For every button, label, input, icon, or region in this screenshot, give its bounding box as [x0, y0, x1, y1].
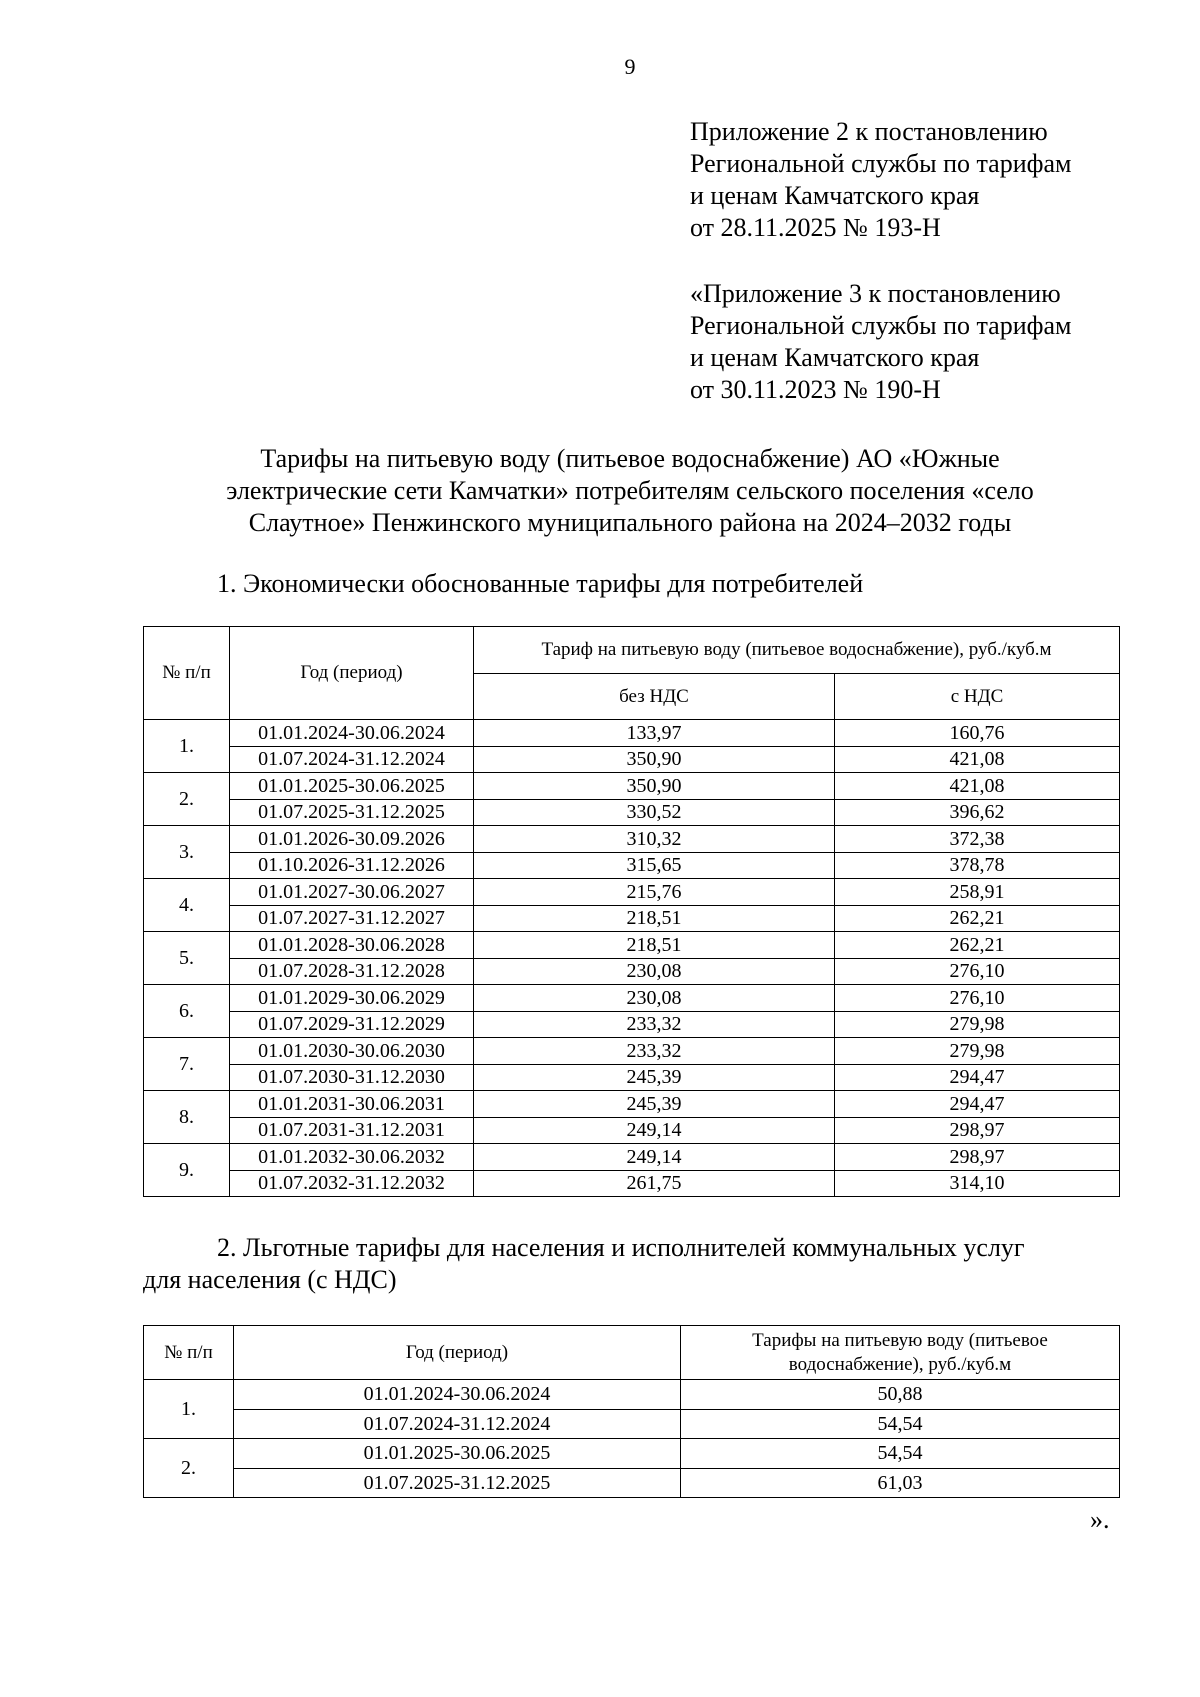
tariff-no-vat-cell: 230,08 — [474, 985, 835, 1012]
table-row — [144, 1091, 1120, 1118]
period-cell: 01.07.2029-31.12.2029 — [230, 1011, 474, 1038]
row-number: 2. — [144, 773, 230, 826]
title-line: Тарифы на питьевую воду (питьевое водоснабжение) АО «Южные — [260, 444, 1000, 473]
header-period: Год (период) — [230, 627, 474, 720]
tariff-no-vat-cell: 215,76 — [474, 879, 835, 906]
table-row — [144, 879, 1120, 906]
row-number: 4. — [144, 879, 230, 932]
tariff-with-vat-cell: 262,21 — [835, 905, 1120, 932]
table-row — [144, 1439, 1120, 1469]
table-row — [144, 932, 1120, 959]
tariff-no-vat-cell: 218,51 — [474, 932, 835, 959]
title-line: Слаутное» Пенжинского муниципального района на 2024–2032 годы — [248, 508, 1012, 537]
period-cell: 01.01.2028-30.06.2028 — [230, 932, 474, 959]
tariff-no-vat-cell: 310,32 — [474, 826, 835, 853]
header-tariff: Тариф на питьевую воду (питьевое водоснабжение), руб./куб.м — [474, 627, 1120, 674]
title-line: электрические сети Камчатки» потребителям сельского поселения «село — [226, 476, 1034, 505]
period-cell: 01.07.2027-31.12.2027 — [230, 905, 474, 932]
table-row — [144, 1380, 1120, 1410]
table-row — [144, 1064, 1120, 1091]
tariff-cell: 54,54 — [681, 1439, 1120, 1469]
document-title — [140, 443, 1120, 539]
tariff-with-vat-cell: 276,10 — [835, 985, 1120, 1012]
tariff-no-vat-cell: 315,65 — [474, 852, 835, 879]
tariff-no-vat-cell: 249,14 — [474, 1144, 835, 1171]
tariff-with-vat-cell: 279,98 — [835, 1011, 1120, 1038]
table-row — [144, 1170, 1120, 1197]
tariff-with-vat-cell: 378,78 — [835, 852, 1120, 879]
row-number: 8. — [144, 1091, 230, 1144]
row-number: 6. — [144, 985, 230, 1038]
tariff-with-vat-cell: 279,98 — [835, 1038, 1120, 1065]
appendix-current-line: Приложение 2 к постановлению — [690, 117, 1048, 146]
appendix-current-line: Региональной службы по тарифам — [690, 149, 1072, 178]
table-row — [144, 1144, 1120, 1171]
header-num: № п/п — [144, 1326, 234, 1380]
tariff-no-vat-cell: 245,39 — [474, 1064, 835, 1091]
row-number: 5. — [144, 932, 230, 985]
table-row — [144, 746, 1120, 773]
table-row — [144, 852, 1120, 879]
table-row — [144, 905, 1120, 932]
tariff-no-vat-cell: 249,14 — [474, 1117, 835, 1144]
tariff-no-vat-cell: 350,90 — [474, 746, 835, 773]
tariff-with-vat-cell: 258,91 — [835, 879, 1120, 906]
tariff-no-vat-cell: 133,97 — [474, 720, 835, 747]
tariff-with-vat-cell: 372,38 — [835, 826, 1120, 853]
table-row — [144, 1117, 1120, 1144]
appendix-previous-line: «Приложение 3 к постановлению — [690, 279, 1061, 308]
period-cell: 01.01.2025-30.06.2025 — [230, 773, 474, 800]
table-row — [144, 1038, 1120, 1065]
tariff-with-vat-cell: 276,10 — [835, 958, 1120, 985]
header-period: Год (период) — [234, 1326, 681, 1380]
appendix-current-line: и ценам Камчатского края — [690, 181, 980, 210]
tariff-no-vat-cell: 245,39 — [474, 1091, 835, 1118]
appendix-previous-line: Региональной службы по тарифам — [690, 311, 1072, 340]
tariff-no-vat-cell: 230,08 — [474, 958, 835, 985]
period-cell: 01.01.2025-30.06.2025 — [234, 1439, 681, 1469]
table-row — [144, 826, 1120, 853]
header-tariff-line: Тарифы на питьевую воду (питьевое — [752, 1329, 1048, 1351]
tariff-no-vat-cell: 233,32 — [474, 1038, 835, 1065]
tariff-with-vat-cell: 421,08 — [835, 746, 1120, 773]
header-with-vat: с НДС — [835, 674, 1120, 720]
table-row — [144, 1409, 1120, 1439]
tariff-with-vat-cell: 294,47 — [835, 1064, 1120, 1091]
tariff-with-vat-cell: 396,62 — [835, 799, 1120, 826]
table-row — [144, 958, 1120, 985]
table-row — [144, 985, 1120, 1012]
period-cell: 01.07.2025-31.12.2025 — [230, 799, 474, 826]
row-number: 1. — [144, 720, 230, 773]
closing-quote: ». — [1090, 1505, 1110, 1534]
tariff-with-vat-cell: 421,08 — [835, 773, 1120, 800]
tariff-with-vat-cell: 298,97 — [835, 1117, 1120, 1144]
period-cell: 01.07.2024-31.12.2024 — [230, 746, 474, 773]
tariff-with-vat-cell: 314,10 — [835, 1170, 1120, 1197]
row-number: 1. — [144, 1380, 234, 1439]
tariff-cell: 61,03 — [681, 1468, 1120, 1498]
appendix-previous — [690, 278, 1190, 406]
tariff-no-vat-cell: 233,32 — [474, 1011, 835, 1038]
section2-heading-line2: для населения (с НДС) — [143, 1265, 397, 1294]
period-cell: 01.07.2031-31.12.2031 — [230, 1117, 474, 1144]
tariff-cell: 50,88 — [681, 1380, 1120, 1410]
appendix-previous-line: от 30.11.2023 № 190-Н — [690, 375, 941, 404]
period-cell: 01.01.2026-30.09.2026 — [230, 826, 474, 853]
period-cell: 01.07.2032-31.12.2032 — [230, 1170, 474, 1197]
period-cell: 01.01.2029-30.06.2029 — [230, 985, 474, 1012]
appendix-previous-line: и ценам Камчатского края — [690, 343, 980, 372]
page-number: 9 — [624, 54, 636, 79]
table-row — [144, 1011, 1120, 1038]
row-number: 7. — [144, 1038, 230, 1091]
tariff-with-vat-cell: 298,97 — [835, 1144, 1120, 1171]
period-cell: 01.01.2027-30.06.2027 — [230, 879, 474, 906]
preferential-tariffs-table — [143, 1325, 1120, 1498]
table-row — [144, 799, 1120, 826]
appendix-current — [690, 116, 1190, 244]
period-cell: 01.01.2024-30.06.2024 — [234, 1380, 681, 1410]
table-row — [144, 773, 1120, 800]
header-tariff — [681, 1326, 1120, 1380]
period-cell: 01.01.2024-30.06.2024 — [230, 720, 474, 747]
period-cell: 01.07.2028-31.12.2028 — [230, 958, 474, 985]
period-cell: 01.07.2025-31.12.2025 — [234, 1468, 681, 1498]
section2-heading-line1: 2. Льготные тарифы для населения и исполнителей коммунальных услуг — [217, 1233, 1025, 1262]
tariff-no-vat-cell: 330,52 — [474, 799, 835, 826]
tariff-with-vat-cell: 160,76 — [835, 720, 1120, 747]
appendix-current-line: от 28.11.2025 № 193-Н — [690, 213, 941, 242]
economic-tariffs-table — [143, 626, 1120, 1197]
period-cell: 01.07.2024-31.12.2024 — [234, 1409, 681, 1439]
header-no-vat: без НДС — [474, 674, 835, 720]
period-cell: 01.07.2030-31.12.2030 — [230, 1064, 474, 1091]
period-cell: 01.01.2031-30.06.2031 — [230, 1091, 474, 1118]
row-number: 3. — [144, 826, 230, 879]
tariff-no-vat-cell: 350,90 — [474, 773, 835, 800]
tariff-cell: 54,54 — [681, 1409, 1120, 1439]
header-tariff-line: водоснабжение), руб./куб.м — [788, 1353, 1012, 1375]
period-cell: 01.01.2032-30.06.2032 — [230, 1144, 474, 1171]
row-number: 9. — [144, 1144, 230, 1197]
period-cell: 01.01.2030-30.06.2030 — [230, 1038, 474, 1065]
section1-heading: 1. Экономически обоснованные тарифы для потребителей — [217, 569, 864, 598]
row-number: 2. — [144, 1439, 234, 1498]
period-cell: 01.10.2026-31.12.2026 — [230, 852, 474, 879]
tariff-with-vat-cell: 294,47 — [835, 1091, 1120, 1118]
tariff-no-vat-cell: 261,75 — [474, 1170, 835, 1197]
table-row — [144, 720, 1120, 747]
header-num: № п/п — [144, 627, 230, 720]
table-row — [144, 1468, 1120, 1498]
tariff-no-vat-cell: 218,51 — [474, 905, 835, 932]
tariff-with-vat-cell: 262,21 — [835, 932, 1120, 959]
